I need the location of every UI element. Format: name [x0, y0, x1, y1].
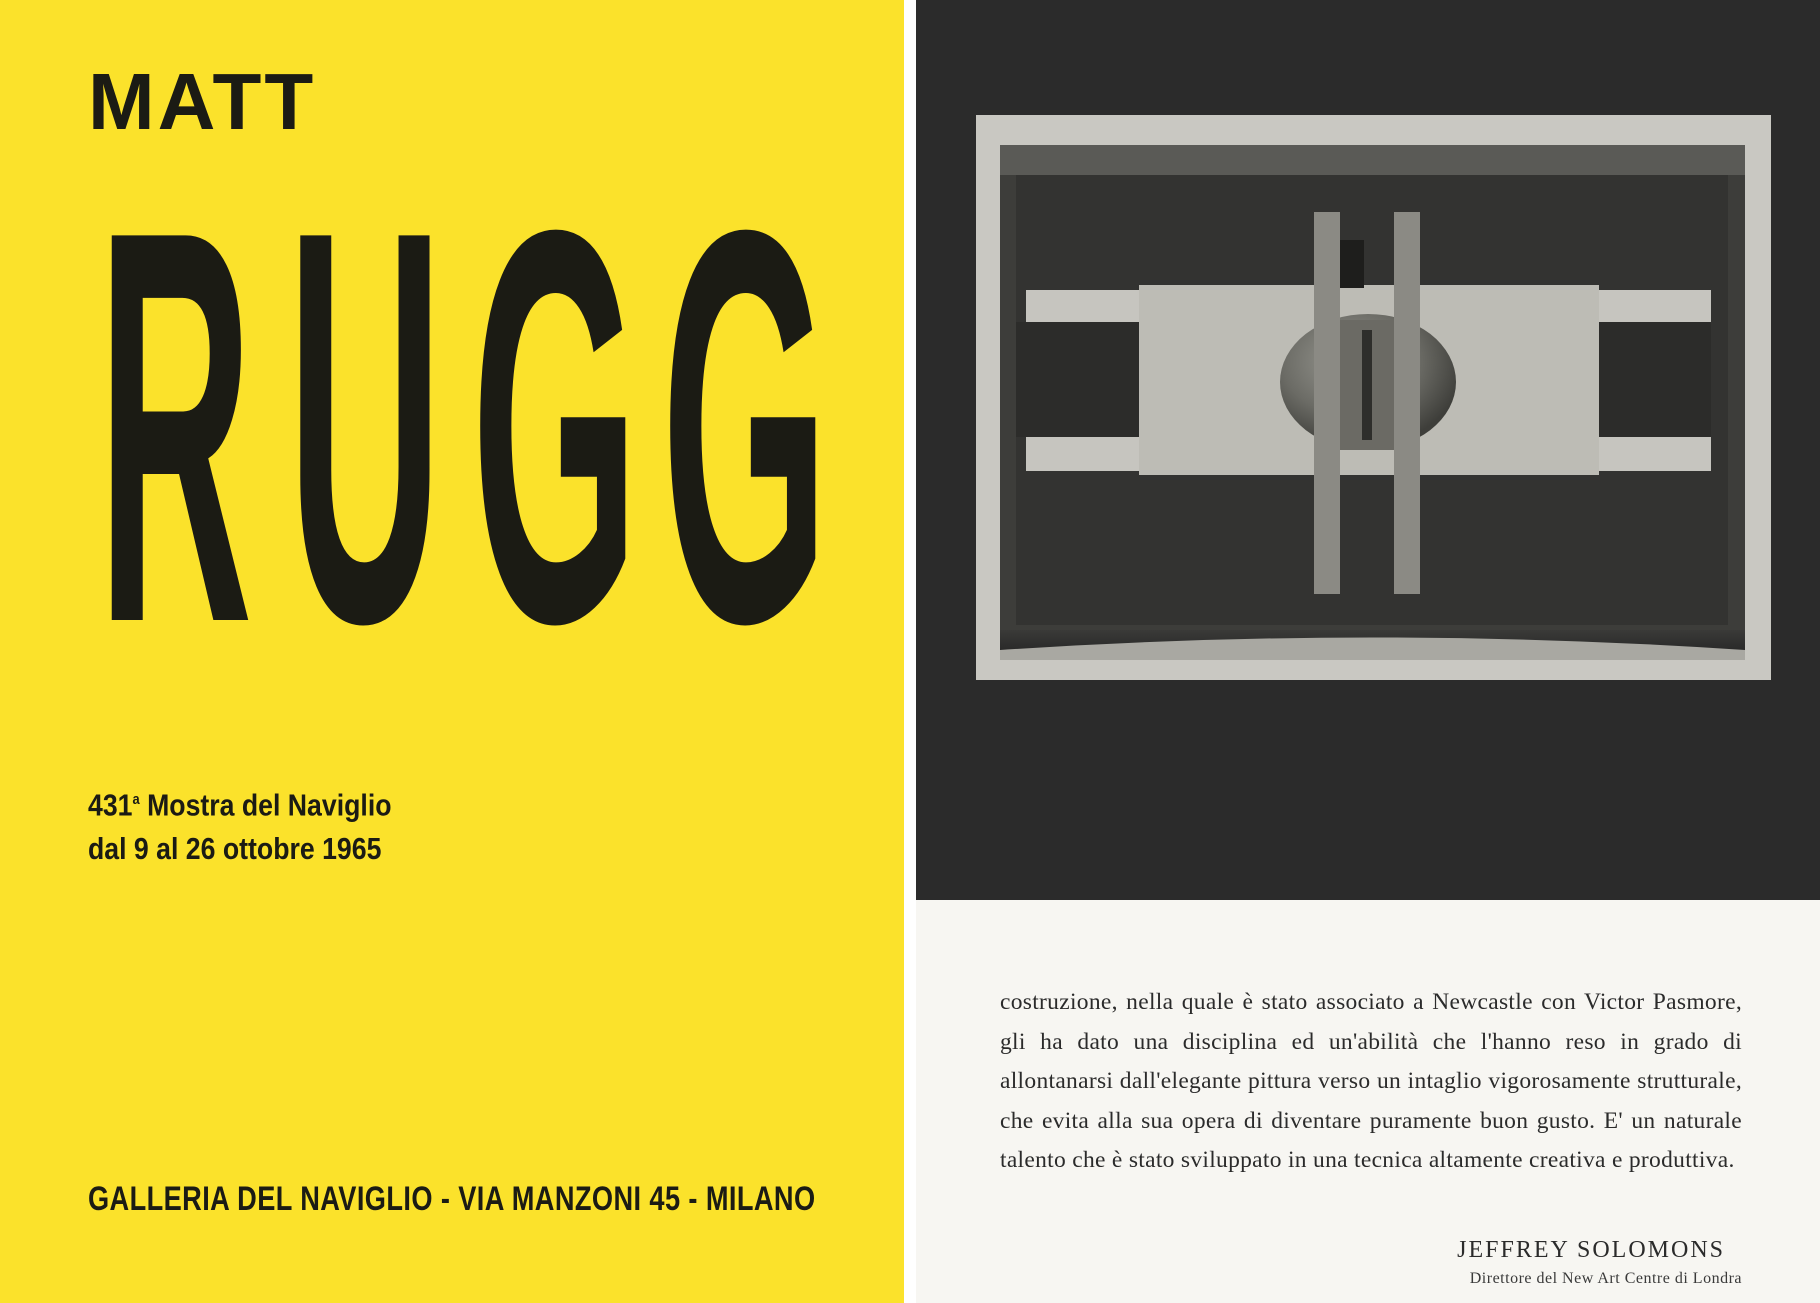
artist-surname: [80, 215, 840, 630]
gallery-address: GALLERIA DEL NAVIGLIO - VIA MANZONI 45 - MILANO: [88, 1180, 816, 1218]
exhibition-number-suffix: a: [132, 791, 140, 808]
essay-author-title: Direttore del New Art Centre di Londra: [1469, 1270, 1742, 1287]
exhibition-title-line: [88, 778, 392, 827]
artist-first-name: MATT: [88, 57, 317, 146]
surname-letter-g-first: G: [471, 215, 639, 630]
surname-letter-g-second: G: [661, 215, 829, 630]
essay-author: JEFFREY SOLOMONS: [1457, 1237, 1725, 1263]
essay-paragraph: costruzione, nella quale è stato associato a Newcastle con Victor Pasmore, gli ha dato una disciplina ed un'abilità che l'hanno reso in grado di allontanarsi dall'elegante pittura verso un intaglio vigorosamente strutturale, che evita alla sua opera di diventare puramente buon gusto. E' un naturale talento che è stato sviluppato in una tecnica altamente creativa e produttiva.: [1000, 989, 1742, 1173]
poster-cover: [0, 0, 904, 1303]
exhibition-number: 431: [88, 787, 133, 823]
exhibition-info: [88, 778, 392, 871]
page-gutter: [904, 0, 916, 1303]
exhibition-dates: dal 9 al 26 ottobre 1965: [88, 831, 382, 867]
exhibition-title: Mostra del Naviglio: [139, 787, 392, 823]
surname-letter-r: R: [97, 215, 253, 630]
sculpture-photograph: [916, 0, 1820, 900]
surname-letter-u: U: [287, 215, 443, 630]
